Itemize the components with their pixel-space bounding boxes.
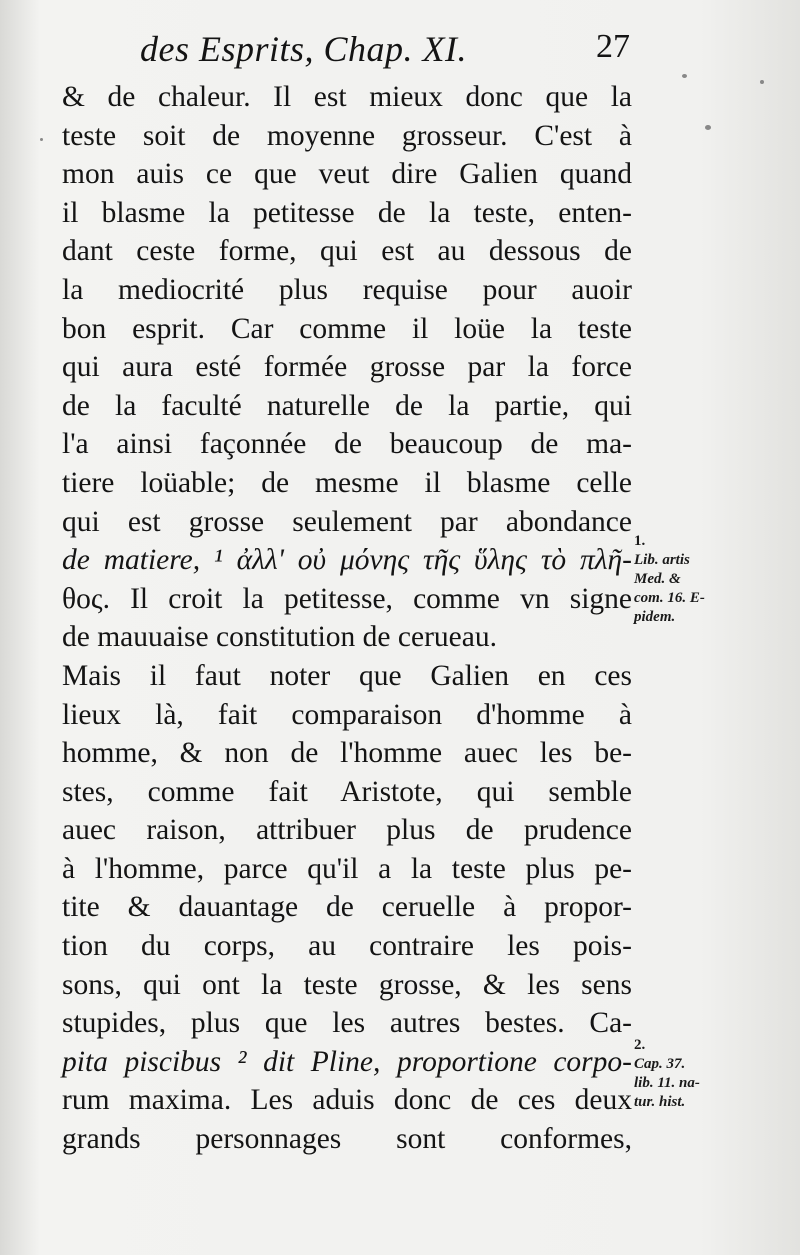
marginal-note-1 — [634, 532, 744, 627]
page-number: 27 — [596, 28, 630, 65]
running-head: des Esprits, Chap. XI. — [140, 29, 468, 69]
text-line: lieux là, fait comparaison d'homme à — [62, 698, 632, 731]
text-line: θος. Il croit la petitesse, comme vn signe — [62, 582, 632, 615]
text-line: la mediocrité plus requise pour auoir — [62, 273, 632, 306]
body-text — [62, 78, 632, 1159]
note-line: pidem. — [634, 609, 676, 625]
text-line: à l'homme, parce qu'il a la teste plus pe- — [62, 852, 632, 885]
paper-speck — [705, 125, 711, 130]
note-line: tur. hist. — [634, 1094, 686, 1110]
paper-speck — [40, 138, 43, 141]
note-number: 1. — [634, 533, 646, 549]
text-line: il blasme la petitesse de la teste, enten- — [62, 196, 632, 229]
text-line-greek: de matiere, ¹ ἀλλ' οὐ μόνης τῆς ὕλης τὸ πλῆ- — [62, 544, 632, 577]
text-line-latin: pita piscibus ² dit Pline, proportione corpo- — [62, 1045, 632, 1078]
text-line: tite & dauantage de ceruelle à propor- — [62, 891, 632, 924]
note-line: Cap. 37. — [634, 1056, 686, 1072]
text-line: auec raison, attribuer plus de prudence — [62, 814, 632, 847]
text-line: tion du corps, au contraire les pois- — [62, 930, 632, 963]
page-header — [140, 28, 630, 78]
text-line: homme, & non de l'homme auec les be- — [62, 737, 632, 770]
text-line: tiere loüable; de mesme il blasme celle — [62, 466, 632, 499]
marginal-note-2 — [634, 1036, 754, 1112]
text-line: Mais il faut noter que Galien en ces — [62, 659, 632, 692]
paper-speck — [760, 80, 764, 84]
note-number: 2. — [634, 1037, 646, 1053]
text-line: de la faculté naturelle de la partie, qui — [62, 389, 632, 422]
note-line: com. 16. E- — [634, 590, 705, 606]
note-line: lib. 11. na- — [634, 1075, 700, 1091]
note-line: Lib. artis — [634, 552, 690, 568]
text-line: dant ceste forme, qui est au dessous de — [62, 235, 632, 268]
text-line: l'a ainsi façonnée de beaucoup de ma- — [62, 428, 632, 461]
paper-speck — [682, 74, 687, 78]
text-line: qui aura esté formée grosse par la force — [62, 351, 632, 384]
text-line: stes, comme fait Aristote, qui semble — [62, 775, 632, 808]
text-line: sons, qui ont la teste grosse, & les sens — [62, 968, 632, 1001]
text-line: teste soit de moyenne grosseur. C'est à — [62, 119, 632, 152]
text-line: bon esprit. Car comme il loüe la teste — [62, 312, 632, 345]
note-line: Med. & — [634, 571, 681, 587]
text-line: de mauuaise constitution de cerueau. — [62, 621, 497, 654]
text-line: mon auis ce que veut dire Galien quand — [62, 158, 632, 191]
text-line: stupides, plus que les autres bestes. Ca- — [62, 1007, 632, 1040]
text-line: rum maxima. Les aduis donc de ces deux — [62, 1084, 632, 1117]
text-line: grands personnages sont conformes, — [62, 1123, 632, 1156]
text-line: & de chaleur. Il est mieux donc que la — [62, 81, 632, 113]
text-line: qui est grosse seulement par abondance — [62, 505, 632, 538]
